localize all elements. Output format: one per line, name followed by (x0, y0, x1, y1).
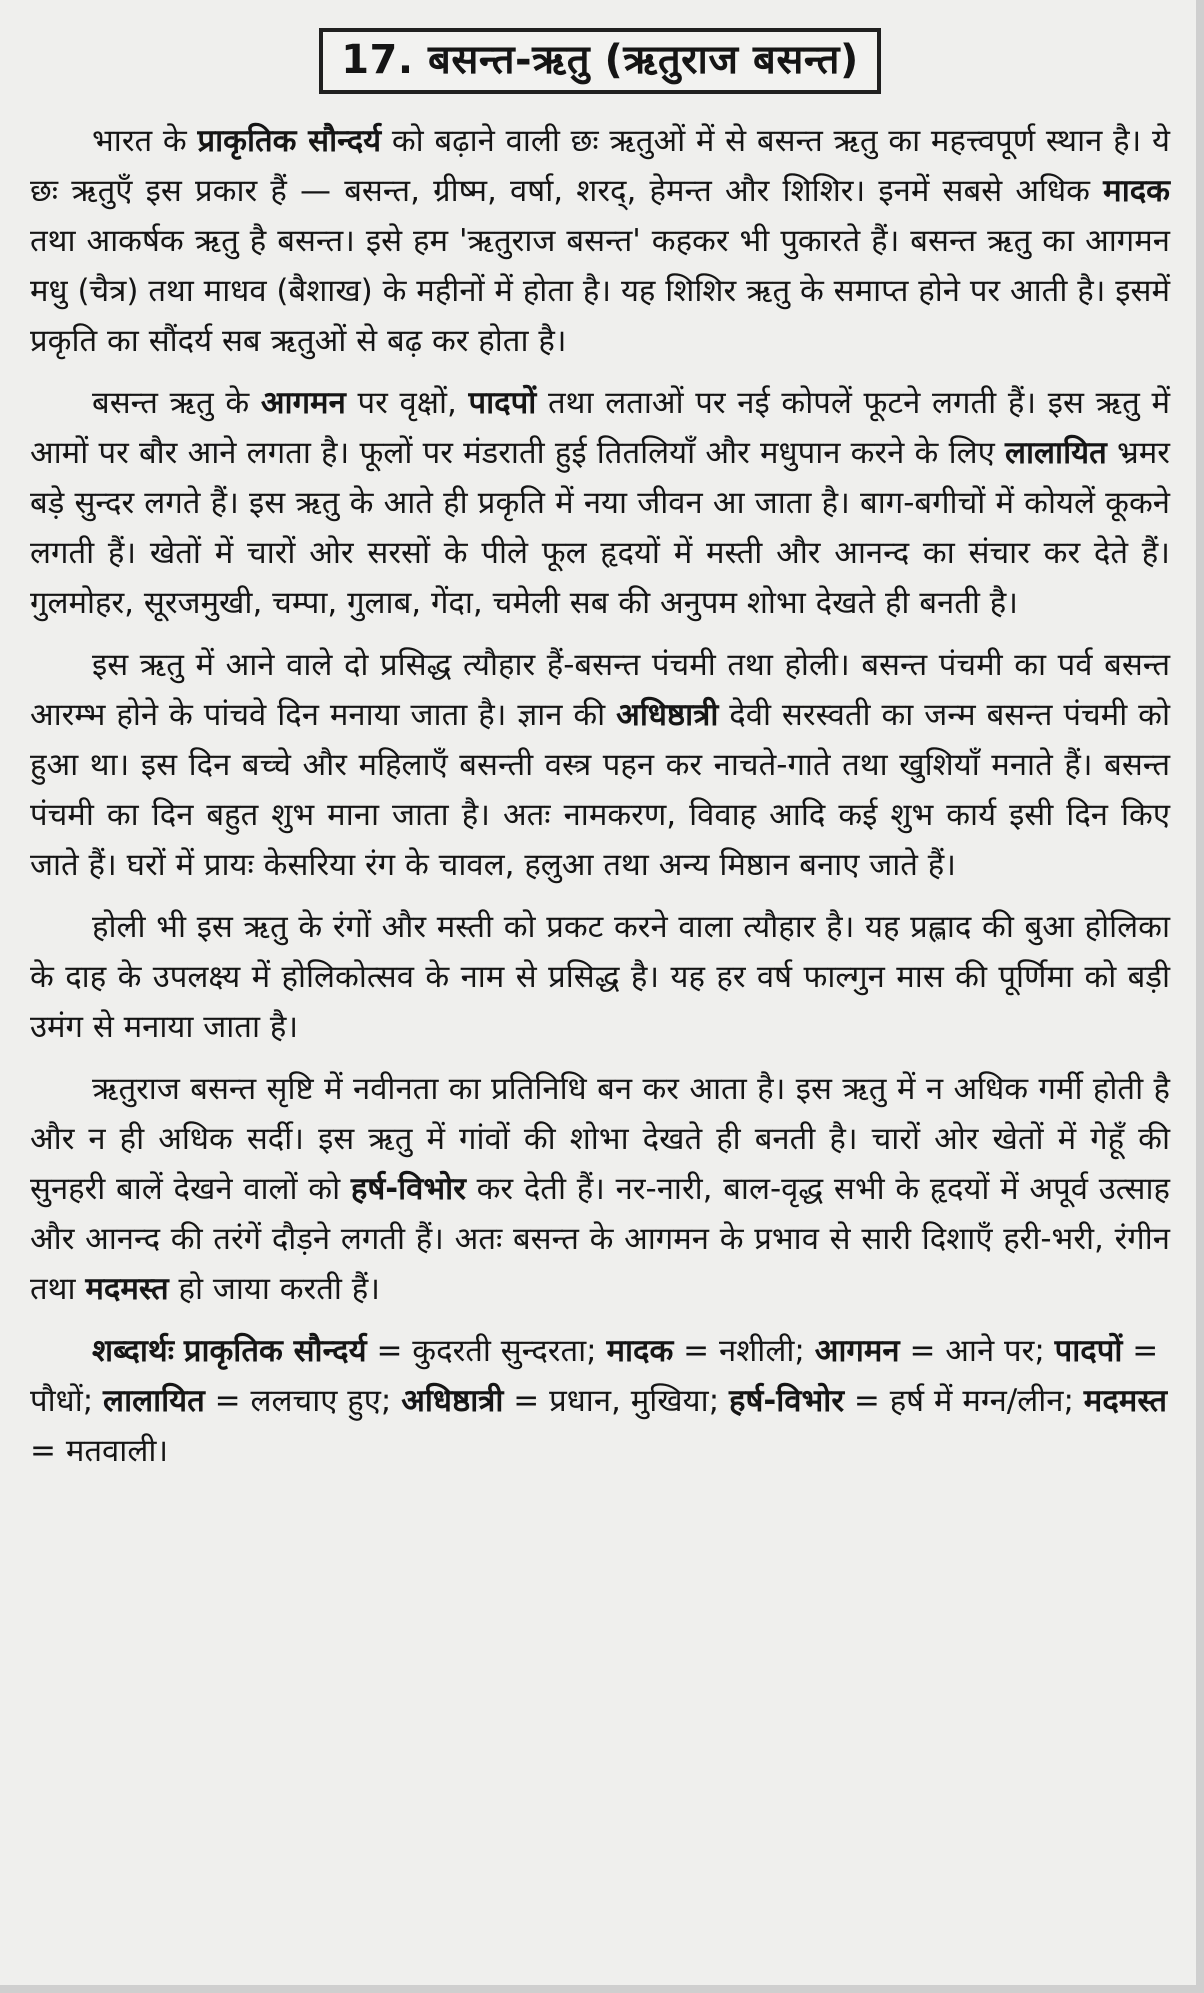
glossary-term: हर्ष-विभोर (729, 1383, 845, 1419)
text-run: को बढ़ाने वाली छः ऋतुओं में से बसन्त ऋतु का महत्त्वपूर्ण स्थान है। ये छः ऋतुएँ इस प्रकार हैं — बसन्त, ग्रीष्म, वर्षा, शरद्, हेमन्त और शिशिर। इनमें सबसे अधिक (30, 123, 1171, 209)
glossary-term: मदमस्त (1083, 1383, 1168, 1419)
glossary-term: मादक (606, 1333, 674, 1369)
text-run: भारत के (92, 123, 198, 159)
bold-term: मदमस्त (85, 1271, 169, 1307)
glossary-meaning: ललचाए हुए (250, 1383, 381, 1419)
text-run: ऋतुराज बसन्त सृष्टि में नवीनता का प्रतिनिधि बन कर आता है। इस ऋतु में न अधिक गर्मी होती है और न ही अधिक सर्दी। इस ऋतु में गांवों की शोभा देखते ही बनती है। चारों ओर खेतों में गेहूँ की सुनहरी बालें देखने वालों को (30, 1071, 1170, 1207)
glossary-meaning: हर्ष में मग्न/लीन (889, 1383, 1064, 1419)
glossary-label: शब्दार्थः (92, 1333, 174, 1369)
glossary-meaning: नशीली (719, 1333, 795, 1369)
text-run: भ्रमर बड़े सुन्दर लगते हैं। इस ऋतु के आते ही प्रकृति में नया जीवन आ जाता है। बाग-बगीचों में कोयलें कूकने लगती हैं। खेतों में चारों ओर सरसों के पीले फूल हृदयों में मस्ती और आनन्द का संचार कर देते हैं। गुलमोहर, सूरजमुखी, चम्पा, गुलाब, गेंदा, चमेली सब की अनुपम शोभा देखते ही बनती है। (30, 435, 1170, 621)
glossary-meaning: कुदरती सुन्दरता (412, 1333, 587, 1369)
document-body (30, 28, 1170, 1476)
glossary (30, 1326, 1170, 1476)
bold-term: प्राकृतिक सौन्दर्य (197, 123, 382, 159)
glossary-meaning: आने पर (945, 1333, 1035, 1369)
glossary-term: पादपों (1054, 1333, 1123, 1369)
essay-title: 17. बसन्त-ऋतु (ऋतुराज बसन्त) (319, 28, 881, 94)
bold-term: पादपों (468, 385, 537, 421)
text-run: देवी सरस्वती का जन्म बसन्त पंचमी को हुआ था। इस दिन बच्चे और महिलाएँ बसन्ती वस्त्र पहन कर नाचते-गाते तथा खुशियाँ मनाते हैं। बसन्त पंचमी का दिन बहुत शुभ माना जाता है। अतः नामकरण, विवाह आदि कई शुभ कार्य इसी दिन किए जाते हैं। घरों में प्रायः केसरिया रंग के चावल, हलुआ तथा अन्य मिष्ठान बनाए जाते हैं। (30, 697, 1171, 883)
bold-term: मादक (1103, 173, 1170, 209)
bold-term: लालायित (1004, 435, 1107, 471)
text-run: कर देती हैं। नर-नारी, बाल-वृद्ध सभी के हृदयों में अपूर्व उत्साह और आनन्द की तरंगें दौड़ने लगती हैं। अतः बसन्त के आगमन के प्रभाव से सारी दिशाएँ हरी-भरी, रंगीन तथा (30, 1171, 1170, 1307)
text-run: तथा लताओं पर नई कोपलें फूटने लगती हैं। इस ऋतु में आमों पर बौर आने लगता है। फूलों पर मंडराती हुई तितलियाँ और मधुपान करने के लिए (30, 385, 1170, 471)
title-wrap (30, 28, 1170, 94)
text-run: पर वृक्षों, (345, 385, 469, 421)
text-run: होली भी इस ऋतु के रंगों और मस्ती को प्रकट करने वाला त्यौहार है। यह प्रह्लाद की बुआ होलिका के दाह के उपलक्ष्य में होलिकोत्सव के नाम से प्रसिद्ध है। यह हर वर्ष फाल्गुन मास की पूर्णिमा को बड़ी उमंग से मनाया जाता है। (30, 909, 1170, 1045)
glossary-entries: प्राकृतिक सौन्दर्य = कुदरती सुन्दरता; मादक = नशीली; आगमन = आने पर; पादपों = पौधों; लालायित = ललचाए हुए; अधिष्ठात्री = प्रधान, मुखिया; हर्ष-विभोर = हर्ष में मग्न/लीन; मदमस्त = मतवाली। (30, 1333, 1168, 1469)
glossary-term: लालायित (103, 1383, 205, 1419)
glossary-term: आगमन (814, 1333, 900, 1369)
text-run: इस ऋतु में आने वाले दो प्रसिद्ध त्यौहार हैं-बसन्त पंचमी तथा होली। बसन्त पंचमी का पर्व बसन्त आरम्भ होने के पांचवे दिन मनाया जाता है। ज्ञान की (30, 647, 1170, 733)
text-run: हो जाया करती हैं। (168, 1271, 380, 1307)
paragraph (30, 1064, 1170, 1314)
paragraph (30, 378, 1170, 628)
paragraph (30, 640, 1170, 890)
bold-term: हर्ष-विभोर (350, 1171, 466, 1207)
text-run: बसन्त ऋतु के (92, 385, 261, 421)
essay-text (30, 116, 1170, 1314)
glossary-term: अधिष्ठात्री (401, 1383, 504, 1419)
glossary-meaning: प्रधान, मुखिया (549, 1383, 709, 1419)
paragraph (30, 902, 1170, 1052)
glossary-term: प्राकृतिक सौन्दर्य (183, 1333, 367, 1369)
text-run: तथा आकर्षक ऋतु है बसन्त। इसे हम 'ऋतुराज बसन्त' कहकर भी पुकारते हैं। बसन्त ऋतु का आगमन मधु (चैत्र) तथा माधव (बैशाख) के महीनों में होता है। यह शिशिर ऋतु के समाप्त होने पर आती है। इसमें प्रकृति का सौंदर्य सब ऋतुओं से बढ़ कर होता है। (30, 223, 1170, 359)
bold-term: आगमन (260, 385, 346, 421)
paragraph (30, 116, 1170, 366)
glossary-meaning: मतवाली (65, 1433, 157, 1469)
glossary-meaning: पौधों (30, 1383, 83, 1419)
bold-term: अधिष्ठात्री (616, 697, 719, 733)
